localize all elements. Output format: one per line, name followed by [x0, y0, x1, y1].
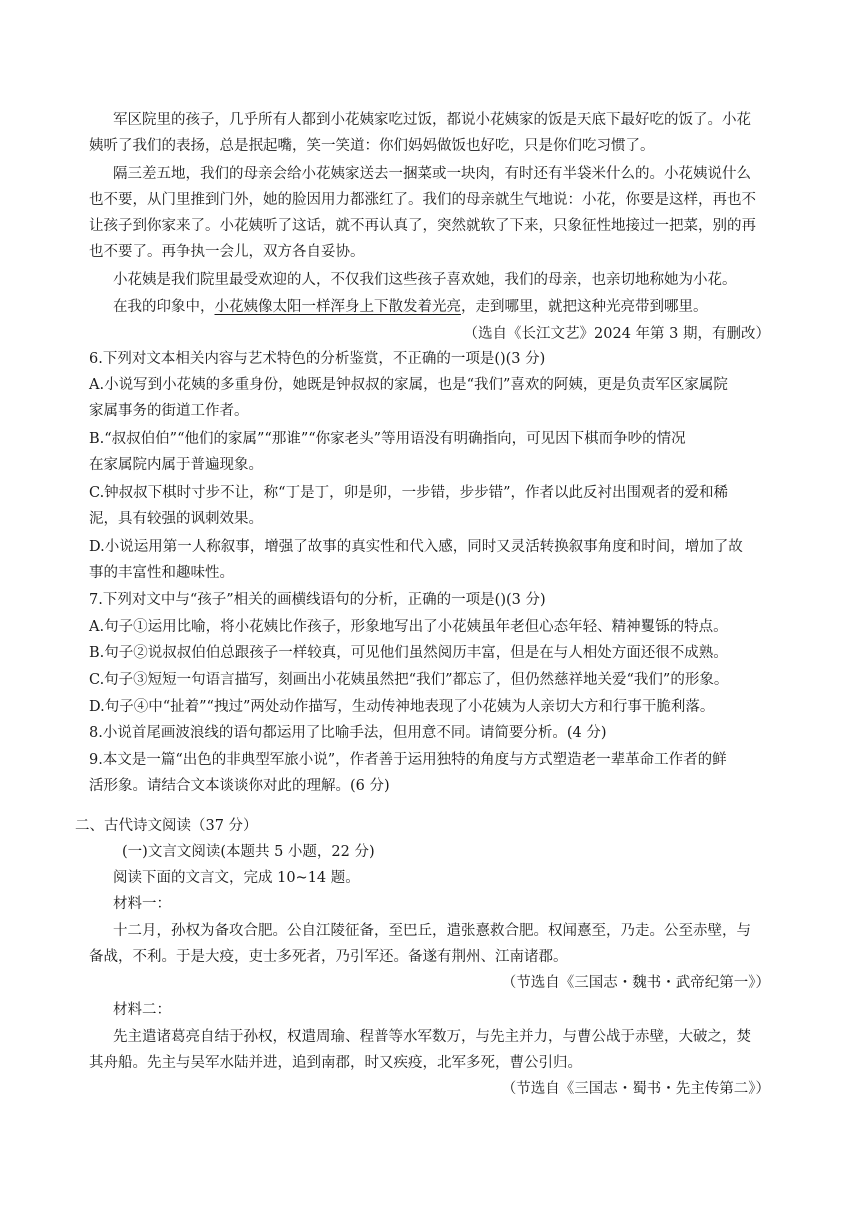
material-2-line-2: 其舟船。先主与吴军水陆并进，追到南郡，时又疾疫，北军多死，曹公引归。 [89, 1055, 582, 1071]
story-paragraph-2-line-3: 让孩子到你家来了。小花姨听了这话，就不再认真了，突然就软了下来，只象征性地接过一把菜，别的再 [89, 218, 756, 234]
question-8: 8.小说首尾画波浪线的语句都运用了比喻手法，但用意不同。请简要分析。(4 分) [89, 725, 607, 741]
question-6-option-a-line-2: 家属事务的街道工作者。 [89, 403, 249, 419]
question-7: 7.下列对文中与“孩子”相关的画横线语句的分析，正确的一项是()(3 分) [89, 592, 546, 608]
story-source: （选自《长江文艺》2024 年第 3 期，有删改） [463, 326, 770, 342]
section-2-subheading: (一)文言文阅读(本题共 5 小题，22 分) [122, 844, 375, 860]
question-7-option-b: B.句子②说叔叔伯伯总跟孩子一样较真，可见他们虽然阅历丰富，但是在与人相处方面还很不成熟。 [89, 645, 728, 661]
question-6: 6.下列对文本相关内容与艺术特色的分析鉴赏，不正确的一项是()(3 分) [89, 351, 546, 367]
story-paragraph-1-line-1: 军区院里的孩子，几乎所有人都到小花姨家吃过饭，都说小花姨家的饭是天底下最好吃的饭了。小花 [113, 112, 751, 128]
section-2-heading: 二、古代诗文阅读（37 分） [75, 818, 258, 834]
material-1-line-2: 备战，不利。于是大疫，吏士多死者，乃引军还。备遂有荆州、江南诸郡。 [89, 949, 568, 965]
question-9-line-1: 9.本文是一篇“出色的非典型军旅小说”，作者善于运用独特的角度与方式塑造老一辈革命工作者的鲜 [89, 752, 727, 768]
question-7-option-c: C.句子③短短一句语言描写，刻画出小花姨虽然把“我们”都忘了，但仍然慈祥地关爱“我们”的形象。 [89, 672, 729, 688]
material-2-line-1: 先主遣诸葛亮自结于孙权，权遣周瑜、程普等水军数万，与先主并力，与曹公战于赤壁，大破之，焚 [113, 1029, 751, 1045]
story-paragraph-2-line-2: 也不要，从门里推到门外，她的脸因用力都涨红了。我们的母亲就生气地说：小花，你要是这样，再也不 [89, 192, 756, 208]
story-paragraph-1-line-2: 姨听了我们的表扬，总是抿起嘴，笑一笑道：你们妈妈做饭也好吃，只是你们吃习惯了。 [89, 138, 655, 154]
question-9-line-2: 活形象。请结合文本谈谈你对此的理解。(6 分) [89, 778, 390, 794]
story-paragraph-3: 小花姨是我们院里最受欢迎的人，不仅我们这些孩子喜欢她，我们的母亲，也亲切地称她为小花。 [113, 272, 737, 288]
question-7-option-d: D.句子④中“扯着”“拽过”两处动作描写，生动传神地表现了小花姨为人亲切大方和行事干脆利落。 [89, 699, 715, 715]
material-1-source: （节选自《三国志・魏书・武帝纪第一》） [501, 975, 770, 991]
question-6-option-c-line-1: C.钟叔叔下棋时寸步不让，称“丁是丁，卯是卯，一步错，步步错”，作者以此反衬出围观者的爱和稀 [89, 485, 729, 501]
question-6-option-a-line-1: A.小说写到小花姨的多重身份，她既是钟叔叔的家属，也是“我们”喜欢的阿姨，更是负责军区家属院 [89, 377, 728, 393]
underlined-sentence: 小花姨像太阳一样浑身上下散发着光亮 [214, 299, 461, 315]
question-6-option-d-line-1: D.小说运用第一人称叙事，增强了故事的真实性和代入感，同时又灵活转换叙事角度和时间，增加了故 [89, 539, 743, 555]
question-6-option-d-line-2: 事的丰富性和趣味性。 [89, 565, 234, 581]
story-paragraph-4-prefix: 在我的印象中， [113, 299, 215, 315]
reading-instruction: 阅读下面的文言文，完成 10~14 题。 [113, 870, 360, 886]
material-1-label: 材料一： [113, 896, 171, 912]
material-2-source: （节选自《三国志・蜀书・先主传第二》） [501, 1081, 770, 1097]
question-6-option-b-line-1: B.“叔叔伯伯”“他们的家属”“那谁”“你家老头”等用语没有明确指向，可见因下棋而争吵的情况 [89, 431, 686, 447]
question-6-option-c-line-2: 泥，具有较强的讽刺效果。 [89, 511, 263, 527]
material-1-line-1: 十二月，孙权为备攻合肥。公自江陵征备，至巴丘，遣张憙救合肥。权闻憙至，乃走。公至赤壁，与 [113, 923, 751, 939]
story-paragraph-4-suffix: ，走到哪里，就把这种光亮带到哪里。 [461, 299, 708, 315]
story-paragraph-2-line-1: 隔三差五地，我们的母亲会给小花姨家送去一捆菜或一块肉，有时还有半袋米什么的。小花姨说什么 [113, 166, 751, 182]
question-7-option-a: A.句子①运用比喻，将小花姨比作孩子，形象地写出了小花姨虽年老但心态年轻、精神矍铄的特点。 [89, 619, 728, 635]
story-paragraph-2-line-4: 也不要了。再争执一会儿，双方各自妥协。 [89, 244, 365, 260]
material-2-label: 材料二： [113, 1002, 171, 1018]
story-paragraph-4 [113, 297, 708, 317]
question-6-option-b-line-2: 在家属院内属于普遍现象。 [89, 457, 263, 473]
